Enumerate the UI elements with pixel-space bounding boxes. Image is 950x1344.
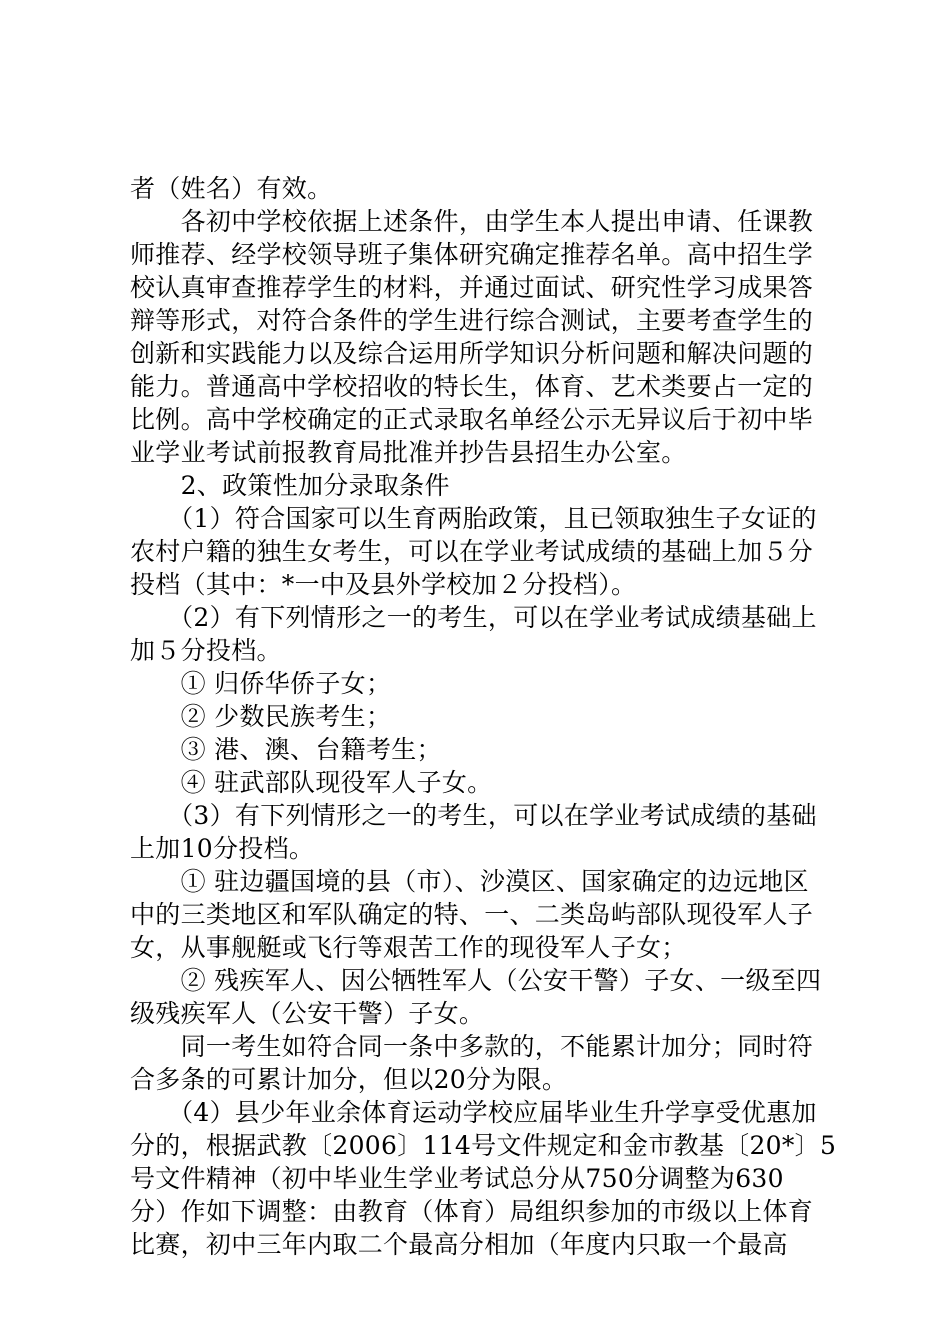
list-item: ② 少数民族考生； [130, 702, 392, 731]
text-line: 级残疾军人（公安干警）子女。 [130, 999, 485, 1028]
text-line: 创新和实践能力以及综合运用所学知识分析问题和解决问题的 [130, 339, 814, 368]
text-line: 上加10分投档。 [130, 834, 315, 863]
text-line: 农村户籍的独生女考生，可以在学业考试成绩的基础上加５分 [130, 537, 814, 566]
text-line: （2）有下列情形之一的考生，可以在学业考试成绩基础上 [130, 603, 817, 632]
text-line: 号文件精神（初中毕业生学业考试总分从750分调整为630 [130, 1164, 784, 1193]
text-line: 比例。高中学校确定的正式录取名单经公示无异议后于初中毕 [130, 405, 814, 434]
text-line: 师推荐、经学校领导班子集体研究确定推荐名单。高中招生学 [130, 240, 814, 269]
text-line: 合多条的可累计加分，但以20分为限。 [130, 1065, 568, 1094]
text-line: 女，从事舰艇或飞行等艰苦工作的现役军人子女； [130, 933, 687, 962]
list-item: ③ 港、澳、台籍考生； [130, 735, 442, 764]
section-heading: 2、政策性加分录取条件 [130, 471, 450, 500]
text-line: 各初中学校依据上述条件，由学生本人提出申请、任课教 [130, 207, 814, 236]
text-line: 加５分投档。 [130, 636, 282, 665]
list-item: ① 驻边疆国境的县（市）、沙漠区、国家确定的边远地区 [130, 867, 809, 896]
text-line: 同一考生如符合同一条中多款的，不能累计加分；同时符 [130, 1032, 814, 1061]
list-item: ② 残疾军人、因公牺牲军人（公安干警）子女、一级至四 [130, 966, 822, 995]
text-line: （4）县少年业余体育运动学校应届毕业生升学享受优惠加 [130, 1098, 817, 1127]
text-line: 投档（其中：*一中及县外学校加２分投档）。 [130, 570, 637, 599]
text-line: 校认真审查推荐学生的材料，并通过面试、研究性学习成果答 [130, 273, 814, 302]
text-line: 中的三类地区和军队确定的特、一、二类岛屿部队现役军人子 [130, 900, 814, 929]
text-line: 分）作如下调整：由教育（体育）局组织参加的市级以上体育 [130, 1197, 814, 1226]
text-line: 比赛，初中三年内取二个最高分相加（年度内只取一个最高 [130, 1230, 788, 1259]
list-item: ① 归侨华侨子女； [130, 669, 392, 698]
list-item: ④ 驻武部队现役军人子女。 [130, 768, 493, 797]
text-line: 辩等形式，对符合条件的学生进行综合测试，主要考查学生的 [130, 306, 814, 335]
text-line: （1）符合国家可以生育两胎政策，且已领取独生子女证的 [130, 504, 817, 533]
text-line: 能力。普通高中学校招收的特长生，体育、艺术类要占一定的 [130, 372, 814, 401]
text-line: 业学业考试前报教育局批准并抄告县招生办公室。 [130, 438, 687, 467]
text-line: 分的，根据武教〔2006〕114号文件规定和金市教基〔20*〕5 [130, 1131, 837, 1160]
text-line: 者（姓名）有效。 [130, 174, 333, 203]
text-line: （3）有下列情形之一的考生，可以在学业考试成绩的基础 [130, 801, 817, 830]
